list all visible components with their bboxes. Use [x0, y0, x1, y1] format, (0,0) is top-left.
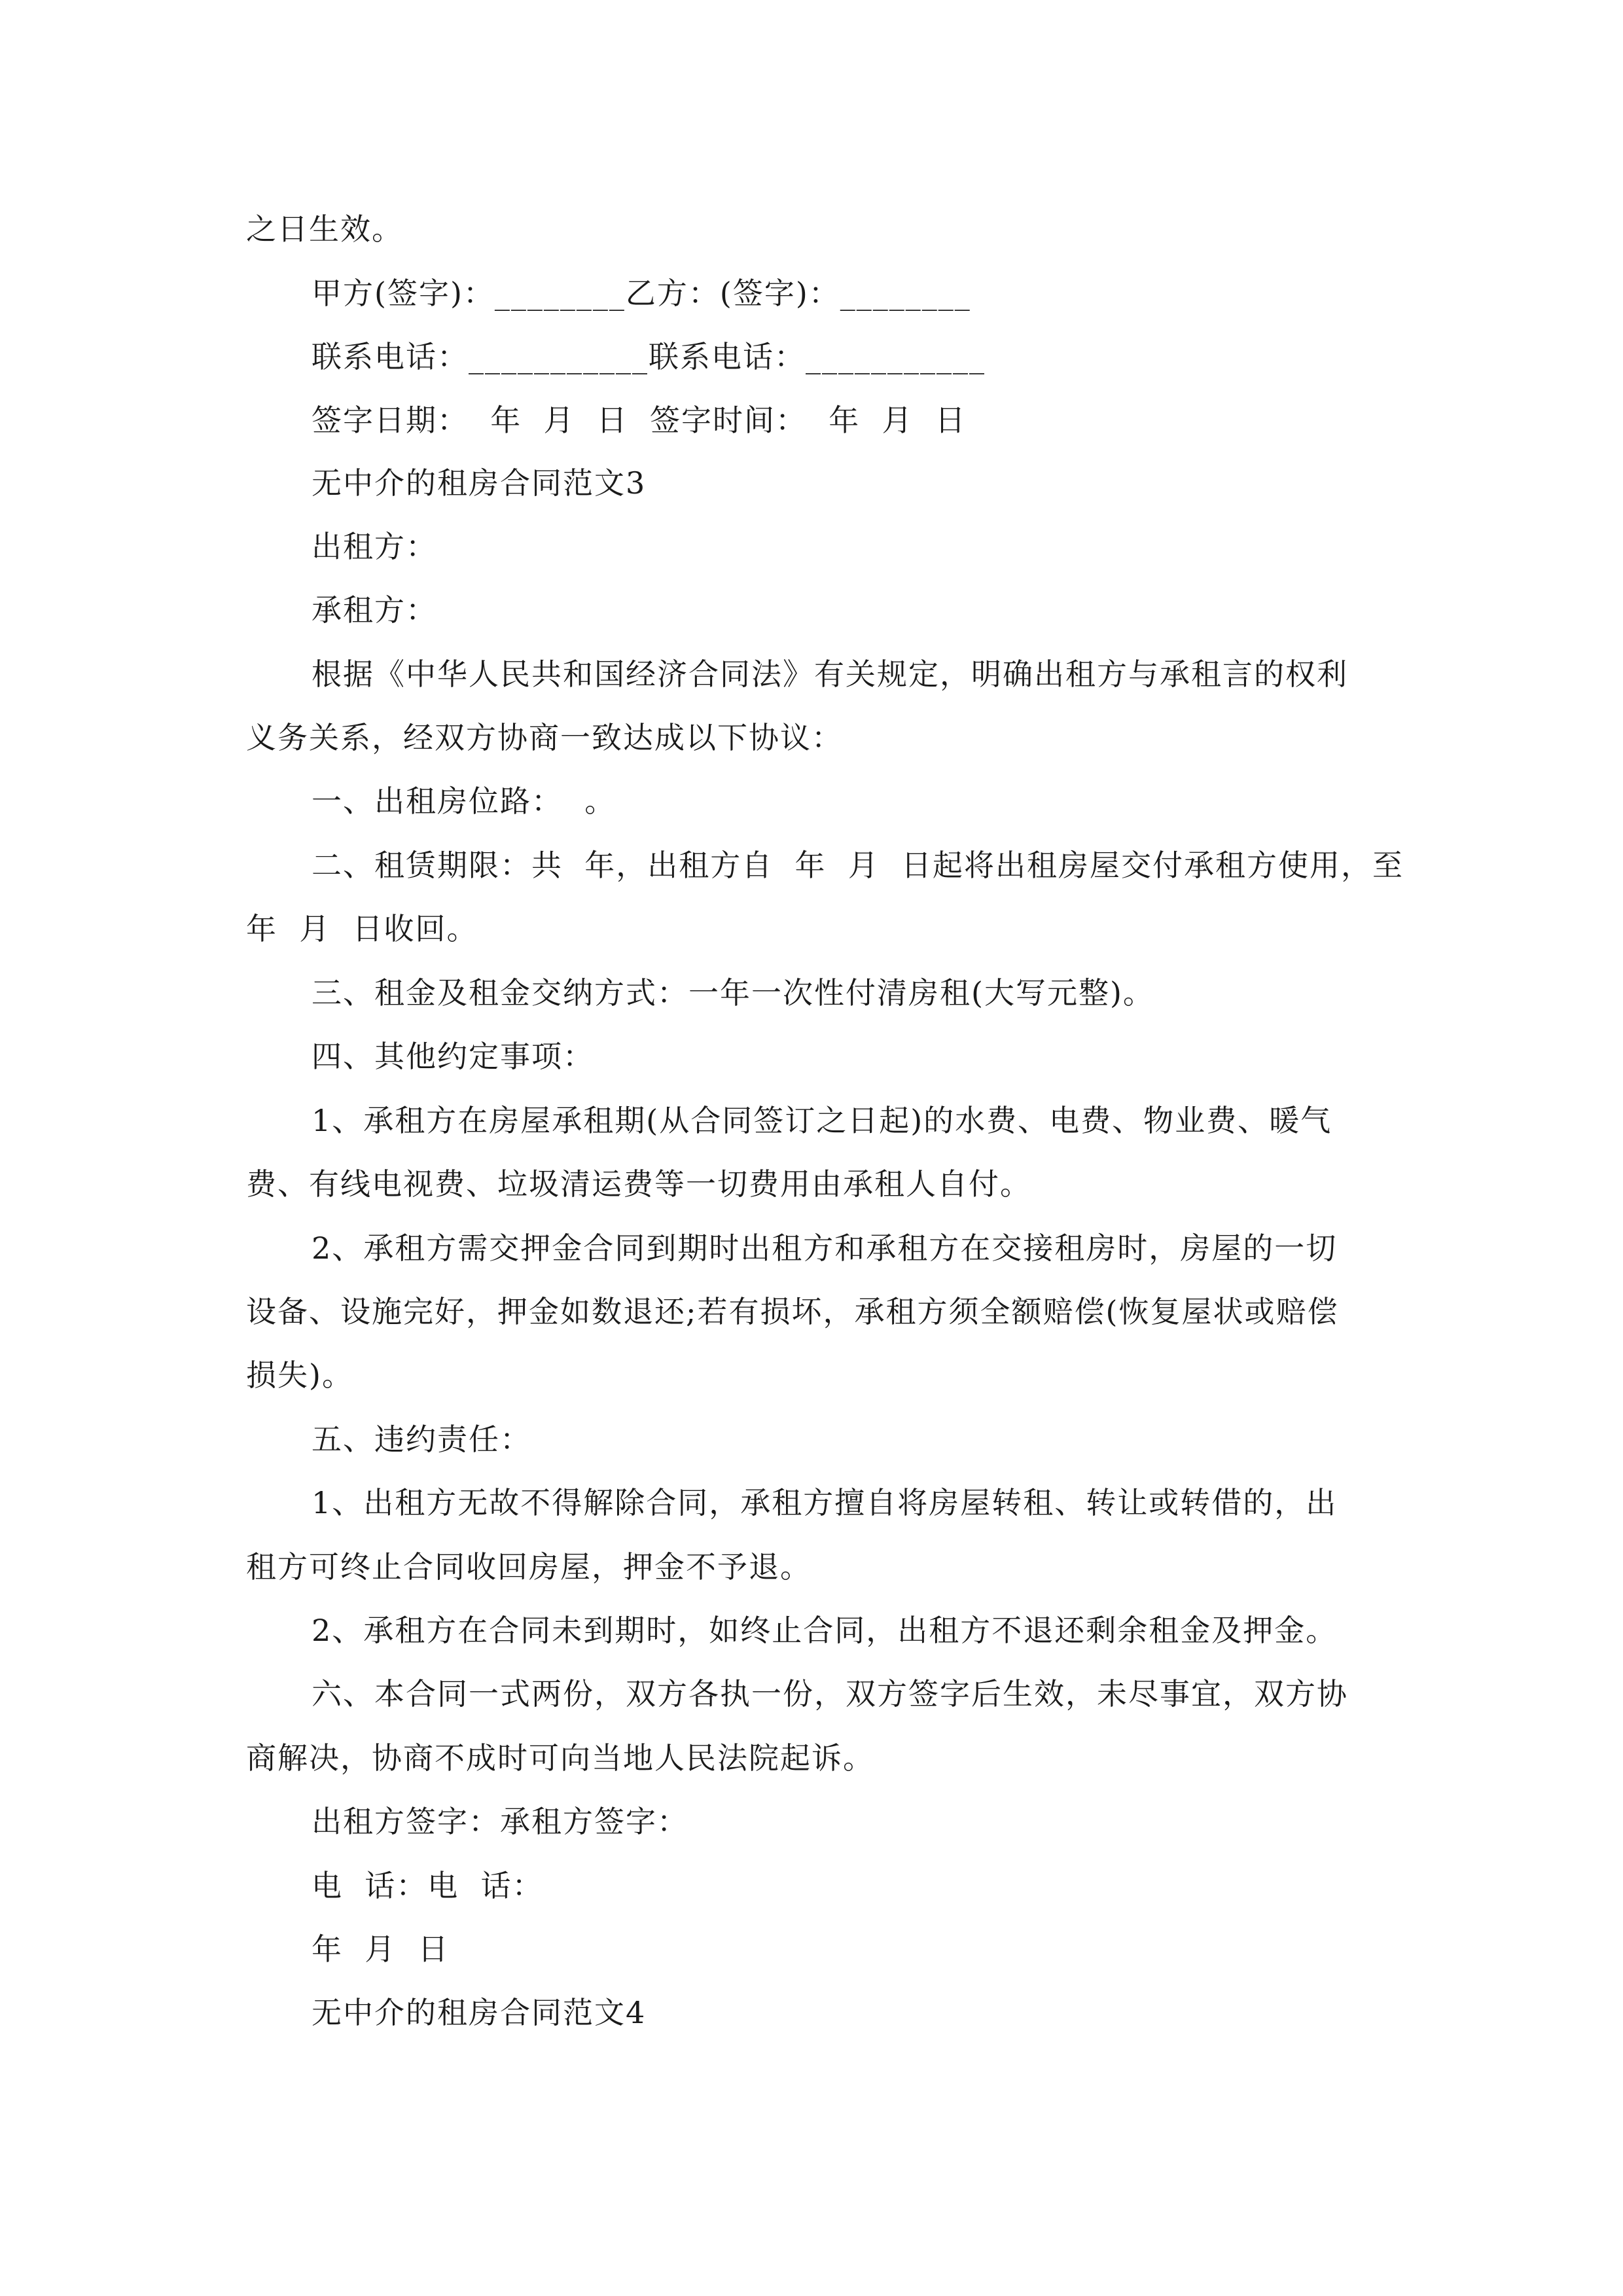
clause-line: 损失)。: [246, 1357, 353, 1393]
clause-line: 五、违约责任：: [312, 1422, 531, 1457]
phone-line: 电 话：电 话：: [312, 1868, 544, 1903]
clause-line: 一、出租房位路： 。: [312, 783, 616, 819]
clause-line: 四、其他约定事项：: [312, 1039, 594, 1074]
clause-line: 三、租金及租金交纳方式：一年一次性付清房租(大写元整)。: [312, 975, 1154, 1011]
text-line: 之日生效。: [246, 211, 403, 247]
clause-line: 1、出租方无故不得解除合同，承租方擅自将房屋转租、转让或转借的，出: [312, 1485, 1338, 1520]
clause-line: 费、有线电视费、垃圾清运费等一切费用由承租人自付。: [246, 1166, 1031, 1202]
clause-line: 六、本合同一式两份，双方各执一份，双方签字后生效，未尽事宜，双方协: [312, 1676, 1348, 1712]
paragraph-line: 义务关系，经双方协商一致达成以下协议：: [246, 720, 843, 755]
section-title: 无中介的租房合同范文3: [312, 465, 647, 501]
text-line: 出租方：: [312, 529, 437, 564]
text-line: 承租方：: [312, 592, 437, 628]
date-line: 签字日期： 年 月 日 签字时间： 年 月 日: [312, 403, 967, 438]
clause-line: 2、承租方在合同未到期时，如终止合同，出租方不退还剩余租金及押金。: [312, 1613, 1338, 1648]
clause-line: 2、承租方需交押金合同到期时出租方和承租方在交接租房时，房屋的一切: [312, 1230, 1338, 1266]
clause-line: 设备、设施完好，押金如数退还;若有损坏，承租方须全额赔偿(恢复屋状或赔偿: [246, 1294, 1339, 1329]
clause-line: 商解决，协商不成时可向当地人民法院起诉。: [246, 1740, 874, 1776]
section-title: 无中介的租房合同范文4: [312, 1995, 647, 2030]
date-line: 年 月 日: [312, 1931, 450, 1967]
clause-line: 租方可终止合同收回房屋，押金不予退。: [246, 1549, 812, 1585]
clause-line: 1、承租方在房屋承租期(从合同签订之日起)的水费、电费、物业费、暖气: [312, 1103, 1332, 1138]
signature-line: 出租方签字：承租方签字：: [312, 1804, 688, 1839]
clause-line: 年 月 日收回。: [246, 911, 478, 946]
clause-line: 二、租赁期限：共 年，出租方自 年 月 日起将出租房屋交付承租方使用，至: [312, 848, 1404, 883]
phone-line: 联系电话：___________联系电话：___________: [312, 339, 986, 374]
paragraph-line: 根据《中华人民共和国经济合同法》有关规定，明确出租方与承租言的权利: [312, 656, 1348, 692]
signature-line: 甲方(签字)：________乙方：(签字)：________: [312, 276, 971, 311]
